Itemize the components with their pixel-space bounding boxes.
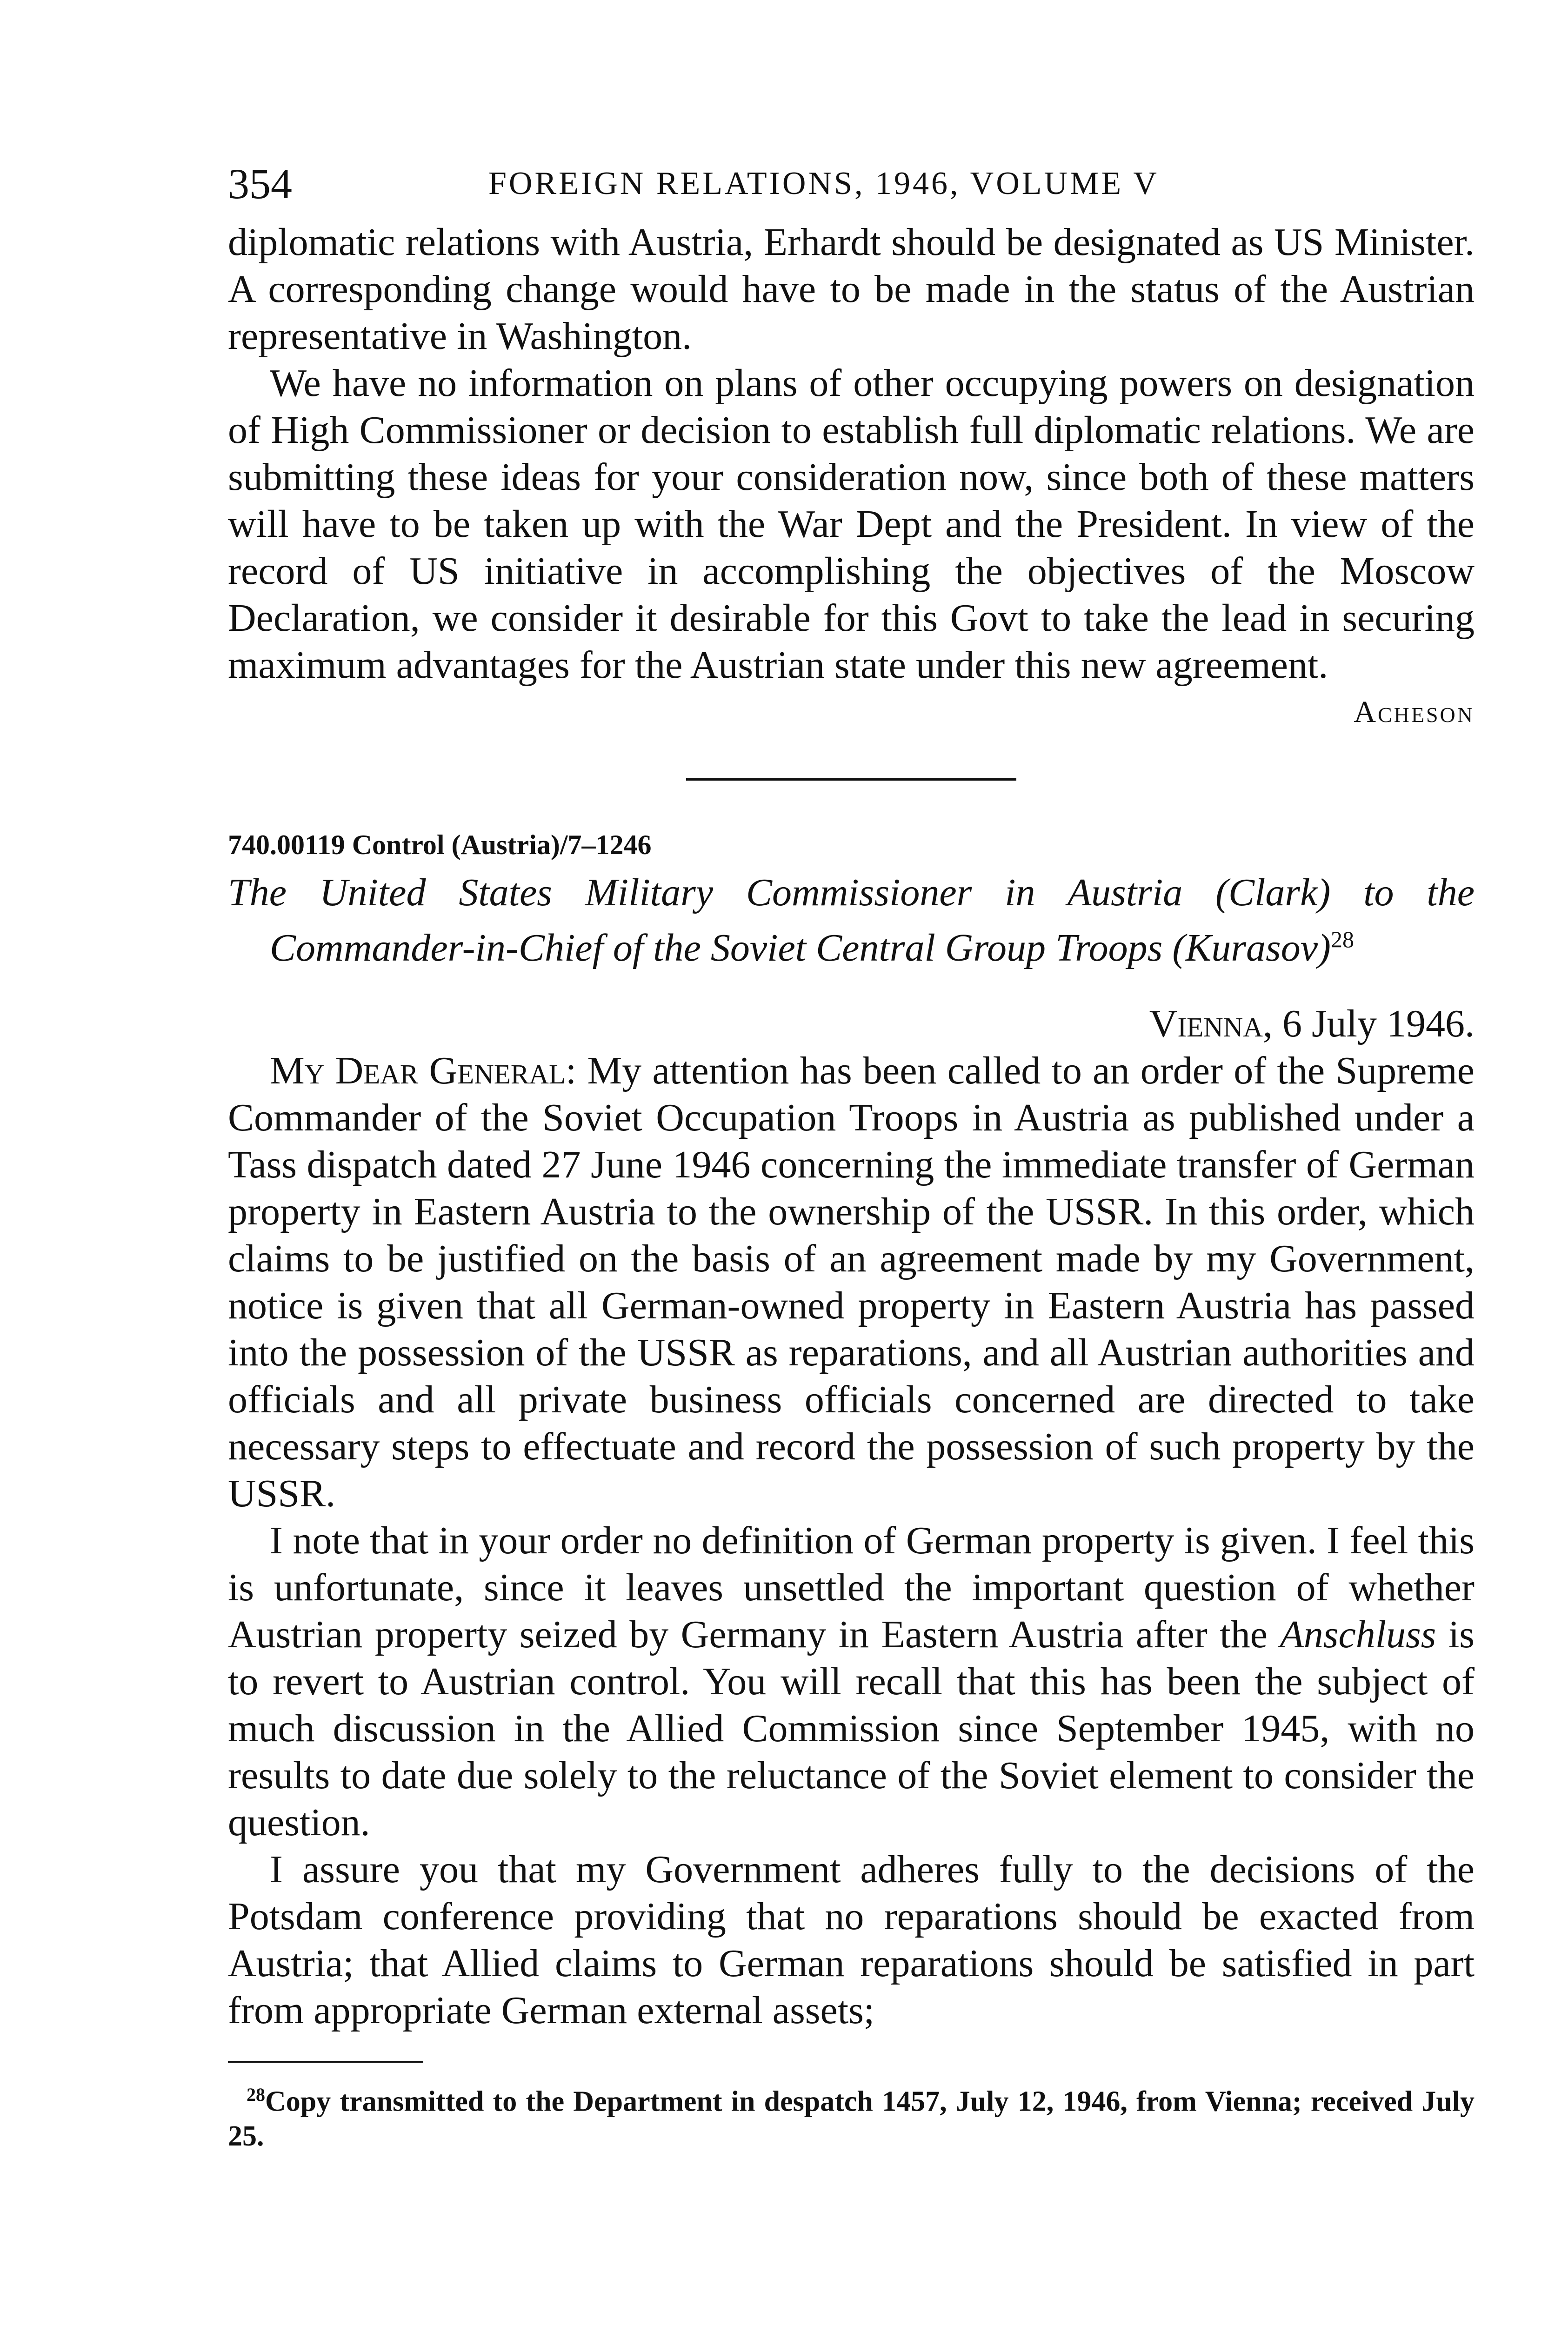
letter-paragraph-2-before: I note that in your order no definition of German property is given. I feel this is unfortunate, since it leaves unsettled the important question of whether Austrian property seized by Germany in Eastern Austria after the (228, 1519, 1475, 1656)
place-date (228, 1000, 1475, 1047)
title-footnote-mark: 28 (1331, 926, 1354, 952)
letter-paragraph-3: I assure you that my Government adheres fully to the decisions of the Potsdam conference providing that no reparations should be exacted from Austria; that Allied claims to German reparations should be satisfied in part from appropriate German external assets; (228, 1848, 1475, 2032)
running-head (228, 158, 1475, 209)
continuation-paragraph-1: diplomatic relations with Austria, Erhardt should be designated as US Minister. A corresponding change would have to be made in the status of the Austrian representative in Washington. (228, 221, 1475, 358)
letter-paragraph-2 (228, 1517, 1475, 1846)
continuation-paragraph-2: We have no information on plans of other occupying powers on designation of High Commissioner or decision to establish full diplomatic relations. We are submitting these ideas for your consideration now, since both of these matters will have to be taken up with the War Dept and the President. In view of the record of US initiative in accomplishing the objectives of the Moscow Declaration, we consider it desirable for this Govt to take the lead in securing maximum advantages for the Austrian state under this new agreement. (228, 361, 1475, 687)
anschluss-term: Anschluss (1280, 1613, 1436, 1656)
page (228, 158, 1475, 2153)
section-divider (686, 778, 1016, 781)
salutation: My Dear General (270, 1049, 566, 1092)
footnote-mark: 28 (247, 2084, 265, 2105)
footnote-rule (228, 2061, 423, 2063)
letter-paragraph-2-after: is to revert to Austrian control. You will recall that this has been the subject of much discussion in the Allied Commission since September 1945, with no results to date due solely to the reluctance of the Soviet element to consider the question. (228, 1613, 1475, 1844)
letter-paragraph-1 (228, 1047, 1475, 1517)
date: , 6 July 1946. (1262, 1002, 1475, 1045)
document-title-text: The United States Military Commissioner in Austria (Clark) to the Commander-in-Chief of the Soviet Central Group Troops (Kurasov) (228, 871, 1475, 969)
document-title (228, 869, 1475, 971)
page-number: 354 (228, 160, 292, 207)
footnote (228, 2078, 1475, 2153)
signature: Acheson (1354, 695, 1475, 729)
place: Vienna (1149, 1002, 1263, 1045)
footnote-text: Copy transmitted to the Department in despatch 1457, July 12, 1946, from Vienna; received July 25. (228, 2085, 1475, 2152)
running-title: FOREIGN RELATIONS, 1946, VOLUME V (488, 166, 1159, 201)
file-reference: 740.00119 Control (Austria)/7–1246 (228, 829, 652, 860)
letter-paragraph-1-text: : My attention has been called to an order of the Supreme Commander of the Soviet Occupation Troops in Austria as published under a Tass dispatch dated 27 June 1946 concerning the immediate transfer of German property in Eastern Austria to the ownership of the USSR. In this order, which claims to be justified on the basis of an agreement made by my Government, notice is given that all German-owned property in Eastern Austria has passed into the possession of the USSR as reparations, and all Austrian authorities and officials and all private business officials concerned are directed to take necessary steps to effectuate and record the possession of such property by the USSR. (228, 1049, 1475, 1515)
